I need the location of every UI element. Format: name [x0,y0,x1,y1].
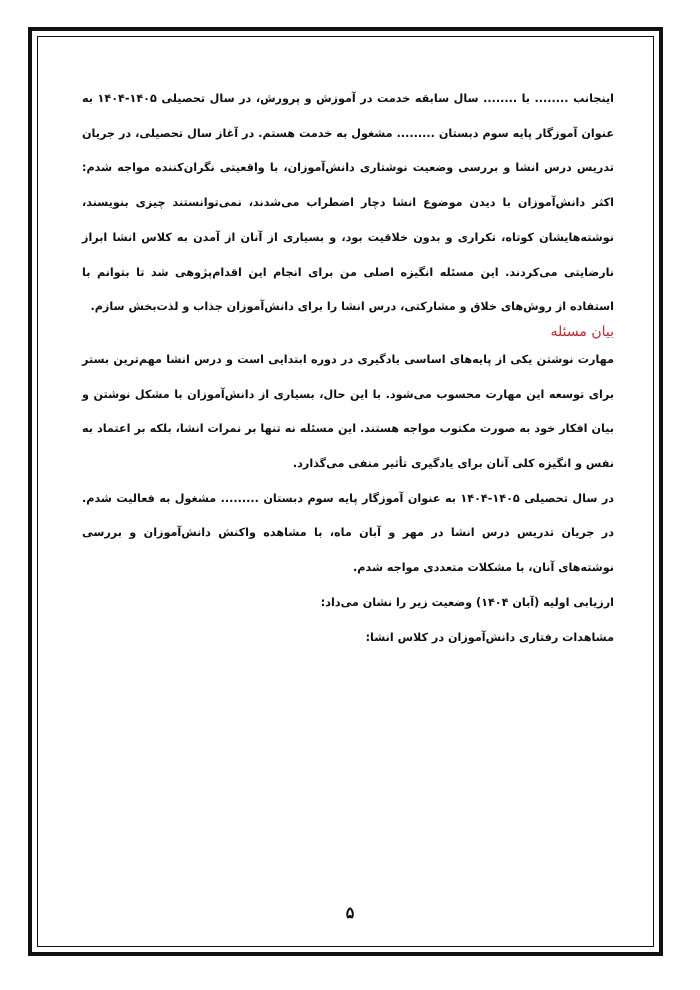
problem-paragraph: مهارت نوشتن یکی از پایه‌های اساسی یادگیری در دوره ابتدایی است و درس انشا مهم‌ترین بستر برای توسعه این مهارت محسوب می‌شود. با این حال، بسیاری از دانش‌آموزان با مشکل نوشتن و بیان افکار خود به صورت مکتوب مواجه هستند. این مسئله نه تنها بر نمرات انشا، بلکه بر اعتماد به نفس و انگیزه کلی آنان برای یادگیری تأثیر منفی می‌گذارد. [82,352,614,471]
document-body [82,82,614,655]
assessment-line: ارزیابی اولیه (آبان ۱۴۰۴) وضعیت زیر را نشان می‌داد: [320,595,614,609]
context-paragraph: در سال تحصیلی ۱۴۰۵-۱۴۰۴ به عنوان آموزگار پایه سوم دبستان ......... مشغول به فعالیت شدم. در جریان تدریس درس انشا در مهر و آبان ماه، با مشاهده واکنش دانش‌آموزان و بررسی نوشته‌های آنان، با مشکلات متعددی مواجه شدم. [82,491,615,575]
observations-line: مشاهدات رفتاری دانش‌آموزان در کلاس انشا: [365,630,614,644]
section-heading: بیان مسئله [550,323,614,340]
page-number: ۵ [345,903,355,922]
intro-paragraph: اینجانب ........ با ........ سال سابقه خدمت در آموزش و پرورش، در سال تحصیلی ۱۴۰۵-۱۴۰۴ به عنوان آموزگار پایه سوم دبستان ......... مشغول به خدمت هستم. در آغاز سال تحصیلی، در جریان تدریس درس انشا و بررسی وضعیت نوشتاری دانش‌آموزان، با واقعیتی نگران‌کننده مواجه شدم: اکثر دانش‌آموزان با دیدن موضوع انشا دچار اضطراب می‌شدند، نمی‌توانستند چیزی بنویسند، نوشته‌هایشان کوتاه، تکراری و بدون خلاقیت بود، و بسیاری از آنان از آمدن به کلاس انشا ابراز نارضایتی می‌کردند. این مسئله انگیزه اصلی من برای انجام این اقدام‌پژوهی شد تا بتوانم با استفاده از روش‌های خلاق و مشارکتی، درس انشا را برای دانش‌آموزان جذاب و لذت‌بخش سازم. [82,92,614,314]
